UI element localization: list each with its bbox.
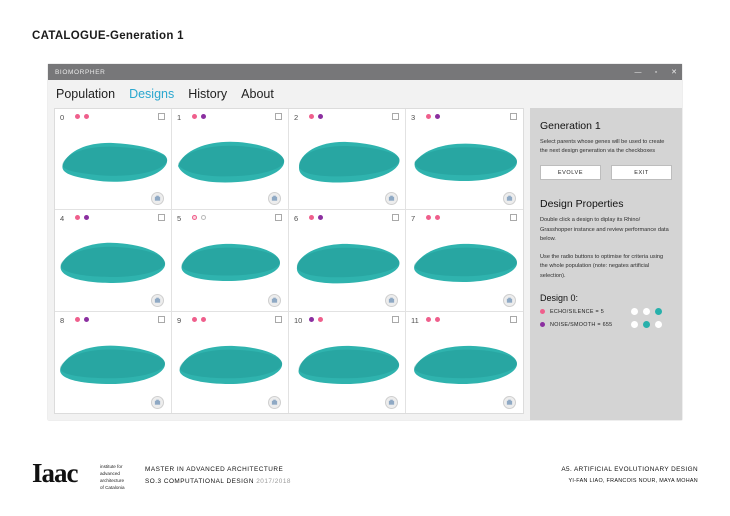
footer-year: 2017/2018 [256, 478, 291, 486]
criteria-dot [309, 114, 314, 119]
criteria-radio[interactable] [643, 308, 650, 315]
criteria-dot [309, 317, 314, 322]
design-select-checkbox[interactable] [392, 214, 399, 221]
footer-studio-line [145, 476, 291, 488]
logo-sub-line: architecture [100, 478, 125, 484]
footer-right [561, 464, 698, 486]
design-preview [289, 334, 405, 396]
design-index-label: 2 [294, 113, 299, 122]
criteria-dot [201, 317, 206, 322]
footer-authors: YI-FAN LIAO, FRANCOIS NOUR, MAYA MOHAN [568, 478, 698, 485]
minimize-icon[interactable]: — [634, 68, 642, 76]
design-preview [172, 232, 288, 294]
design-index-label: 0 [60, 113, 65, 122]
design-preview [289, 232, 405, 294]
design-select-checkbox[interactable] [510, 113, 517, 120]
design-preview [406, 131, 523, 193]
design-cell[interactable] [289, 109, 406, 210]
design-cell[interactable] [172, 312, 289, 413]
criteria-dot [75, 317, 80, 322]
design-cell[interactable] [289, 312, 406, 413]
tab-designs[interactable]: Designs [129, 87, 175, 101]
criteria-dot [75, 114, 80, 119]
design-index-label: 9 [177, 315, 182, 325]
design-properties-description-1: Double click a design to diplay its Rhino/ Grasshopper instance and review performance data below. [540, 217, 669, 242]
design-info-button[interactable] [151, 192, 164, 205]
design-index-label: 6 [294, 214, 299, 224]
logo-sub-line: advanced [100, 471, 120, 477]
criteria-dot [318, 114, 323, 119]
design-select-checkbox[interactable] [158, 113, 165, 120]
design-index-label: 11 [411, 315, 419, 325]
design-info-button[interactable] [385, 294, 398, 307]
design-select-checkbox[interactable] [510, 316, 517, 323]
design-criteria-dots [426, 215, 440, 220]
criteria-color-dot [540, 322, 545, 327]
tab-about[interactable]: About [241, 87, 274, 101]
footer-center [145, 464, 291, 488]
criteria-dot [75, 215, 80, 220]
design-select-checkbox[interactable] [275, 214, 282, 221]
generation-description: Select parents whose genes will be used to create the next design generation via the checkboxes [540, 139, 665, 155]
slide-footer [0, 452, 730, 516]
maximize-icon[interactable]: ▫ [654, 68, 658, 76]
criteria-radio[interactable] [631, 308, 638, 315]
design-select-checkbox[interactable] [275, 113, 282, 120]
design-select-checkbox[interactable] [158, 316, 165, 323]
design-criteria-dots [426, 114, 440, 119]
design-selected-title: Design 0: [540, 292, 579, 303]
footer-assignment: A5. ARTIFICIAL EVOLUTIONARY DESIGN [561, 466, 698, 473]
criteria-dot [192, 215, 197, 220]
design-cell[interactable] [406, 312, 523, 413]
exit-button[interactable]: EXIT [611, 165, 672, 180]
close-icon[interactable]: ✕ [671, 68, 677, 76]
design-preview [55, 131, 171, 193]
logo-main: aac [41, 458, 78, 488]
logo-sub-line: institute for [100, 464, 123, 469]
criteria-dot [435, 215, 440, 220]
criteria-radio-group [631, 308, 662, 315]
design-criteria-dots [75, 215, 89, 220]
footer-program-line: MASTER IN ADVANCED ARCHITECTURE [145, 466, 284, 473]
design-info-button[interactable] [268, 396, 281, 409]
design-select-checkbox[interactable] [392, 113, 399, 120]
criteria-dot [318, 215, 323, 220]
design-criteria-dots [309, 215, 323, 220]
criteria-label: NOISE/SMOOTH = 655 [550, 321, 613, 328]
criteria-dot [201, 215, 206, 220]
criteria-radio[interactable] [655, 321, 662, 328]
design-info-button[interactable] [385, 396, 398, 409]
panel-actions [540, 165, 672, 180]
criteria-radio-selected[interactable] [655, 308, 662, 315]
criteria-label: ECHO/SILENCE = 5 [550, 308, 605, 315]
design-info-button[interactable] [385, 192, 398, 205]
logo-sub-line: of Catalonia [100, 485, 125, 491]
design-select-checkbox[interactable] [392, 316, 399, 323]
criteria-row [540, 309, 672, 315]
design-info-button[interactable] [268, 294, 281, 307]
criteria-dot [435, 317, 440, 322]
generation-title: Generation 1 [540, 120, 601, 132]
window-controls [634, 64, 678, 80]
design-cell[interactable] [55, 109, 172, 210]
criteria-list [540, 309, 672, 328]
design-cell[interactable] [55, 312, 172, 413]
design-cell[interactable] [406, 210, 523, 311]
criteria-dot [201, 114, 206, 119]
design-info-button[interactable] [151, 294, 164, 307]
design-criteria-dots [192, 215, 206, 220]
criteria-radio-selected[interactable] [643, 321, 650, 328]
window-titlebar [48, 64, 682, 80]
design-cell[interactable] [55, 210, 172, 311]
design-index-label: 10 [294, 315, 303, 325]
criteria-dot [84, 114, 89, 119]
design-criteria-dots [75, 114, 89, 119]
design-select-checkbox[interactable] [158, 214, 165, 221]
design-info-button[interactable] [268, 192, 281, 205]
main-menu [48, 80, 682, 108]
design-info-button[interactable] [151, 396, 164, 409]
window-title: BIOMORPHER [55, 68, 106, 76]
biomorpher-window [48, 64, 682, 420]
criteria-dot [192, 114, 197, 119]
criteria-dot [309, 215, 314, 220]
design-properties-description-2: Use the radio buttons to optimise for criteria using the whole population (note: negates artificial selection). [540, 254, 664, 279]
design-criteria-dots [309, 114, 323, 119]
design-info-button[interactable] [503, 396, 516, 409]
logo-prefix: I [32, 458, 42, 488]
criteria-dot [435, 114, 440, 119]
side-panel [530, 108, 682, 420]
criteria-dot [318, 317, 323, 322]
page-title: CATALOGUE-Generation 1 [32, 30, 184, 42]
criteria-color-dot [540, 309, 545, 314]
design-index-label: 1 [177, 113, 182, 122]
design-criteria-dots [192, 114, 206, 119]
design-cell[interactable] [172, 109, 289, 210]
design-select-checkbox[interactable] [275, 316, 282, 323]
design-cell[interactable] [172, 210, 289, 311]
design-preview [406, 232, 523, 294]
design-preview [172, 131, 288, 193]
criteria-radio-group [631, 321, 662, 328]
design-properties-title: Design Properties [540, 198, 624, 211]
design-preview [55, 334, 171, 396]
design-grid [54, 108, 524, 414]
criteria-dot [426, 114, 431, 119]
design-criteria-dots [426, 317, 440, 322]
window-content [48, 108, 682, 420]
design-index-label: 8 [60, 315, 65, 325]
design-criteria-dots [75, 317, 89, 322]
design-cell[interactable] [289, 210, 406, 311]
tab-population[interactable]: Population [56, 87, 116, 101]
design-index-label: 4 [60, 214, 65, 224]
footer-studio-text: SO.3 COMPUTATIONAL DESIGN [145, 478, 254, 486]
criteria-dot [192, 317, 197, 322]
design-info-button[interactable] [503, 294, 516, 307]
design-preview [55, 232, 171, 294]
criteria-dot [84, 317, 89, 322]
tab-history[interactable]: History [188, 87, 228, 101]
design-criteria-dots [192, 317, 206, 322]
criteria-dot [426, 317, 431, 322]
design-cell[interactable] [406, 109, 523, 210]
design-preview [289, 131, 405, 193]
criteria-radio[interactable] [631, 321, 638, 328]
design-preview [406, 334, 523, 396]
design-index-label: 5 [177, 214, 182, 224]
design-criteria-dots [309, 317, 323, 322]
design-info-button[interactable] [503, 192, 516, 205]
criteria-dot [426, 215, 431, 220]
design-index-label: 7 [411, 214, 416, 224]
criteria-dot [84, 215, 89, 220]
iaac-logo-subtitle [100, 463, 125, 491]
design-select-checkbox[interactable] [510, 214, 517, 221]
design-preview [172, 334, 288, 396]
design-index-label: 3 [411, 113, 416, 122]
evolve-button[interactable]: EVOLVE [540, 165, 601, 180]
iaac-logo [32, 458, 78, 489]
criteria-row [540, 322, 672, 328]
